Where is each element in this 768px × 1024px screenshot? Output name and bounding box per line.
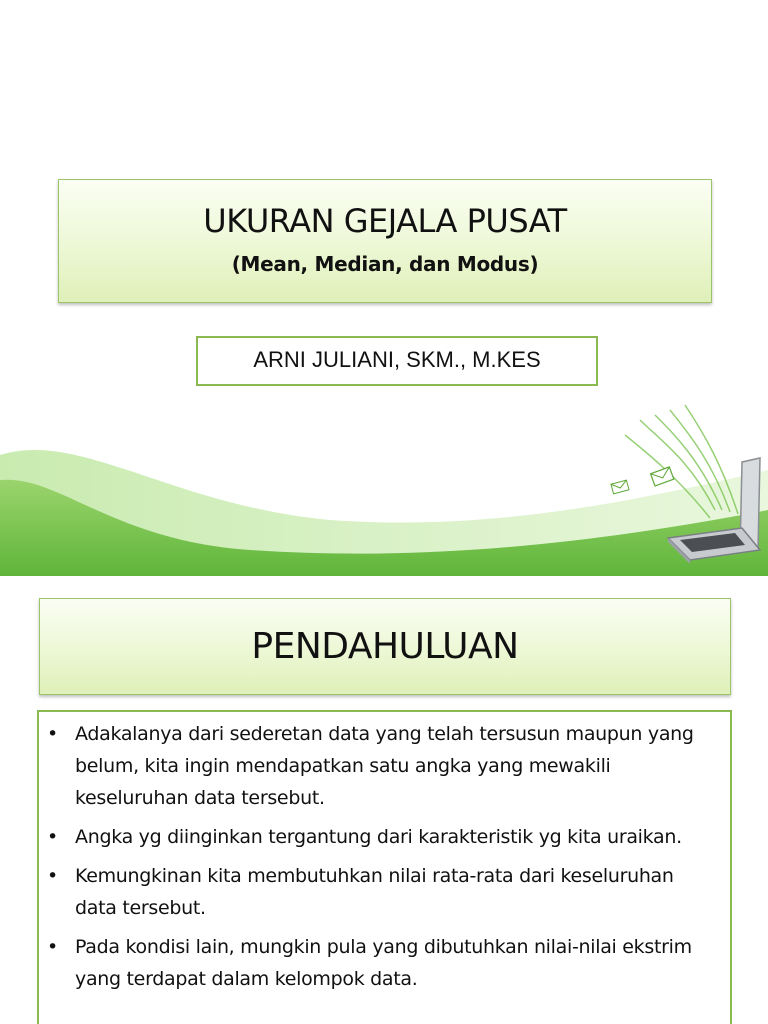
- section-title-box: [39, 598, 731, 695]
- bullet-marker: •: [47, 865, 58, 887]
- section-title: PENDAHULUAN: [251, 626, 519, 667]
- author-box: [196, 336, 598, 386]
- bullet-list: [39, 712, 730, 995]
- bullet-text: Kemungkinan kita membutuhkan nilai rata-rata dari keseluruhan data tersebut.: [75, 865, 674, 919]
- title-box: [58, 179, 712, 303]
- bullet-text: Pada kondisi lain, mungkin pula yang dibutuhkan nilai-nilai ekstrim yang terdapat dalam kelompok data.: [75, 936, 692, 990]
- slide-subtitle: (Mean, Median, dan Modus): [231, 252, 539, 276]
- bullet-item: [39, 860, 730, 924]
- envelope-icon: [611, 480, 629, 494]
- green-wave-decoration: [0, 400, 768, 576]
- content-slide: [0, 576, 768, 1024]
- bullet-text: Adakalanya dari sederetan data yang telah tersusun maupun yang belum, kita ingin mendapatkan satu angka yang mewakili keseluruhan data tersebut.: [75, 723, 694, 809]
- bullet-text: Angka yg diinginkan tergantung dari karakteristik yg kita uraikan.: [75, 826, 682, 848]
- author-name: ARNI JULIANI, SKM., M.KES: [253, 347, 541, 372]
- bullet-marker: •: [47, 723, 58, 745]
- bullet-item: [39, 821, 730, 853]
- slide-title: UKURAN GEJALA PUSAT: [203, 202, 567, 240]
- bullet-marker: •: [47, 826, 58, 848]
- bullet-item: [39, 718, 730, 814]
- envelope-icon: [651, 467, 674, 486]
- bullet-item: [39, 931, 730, 995]
- bullet-marker: •: [47, 936, 58, 958]
- bullet-list-box: [37, 710, 732, 1024]
